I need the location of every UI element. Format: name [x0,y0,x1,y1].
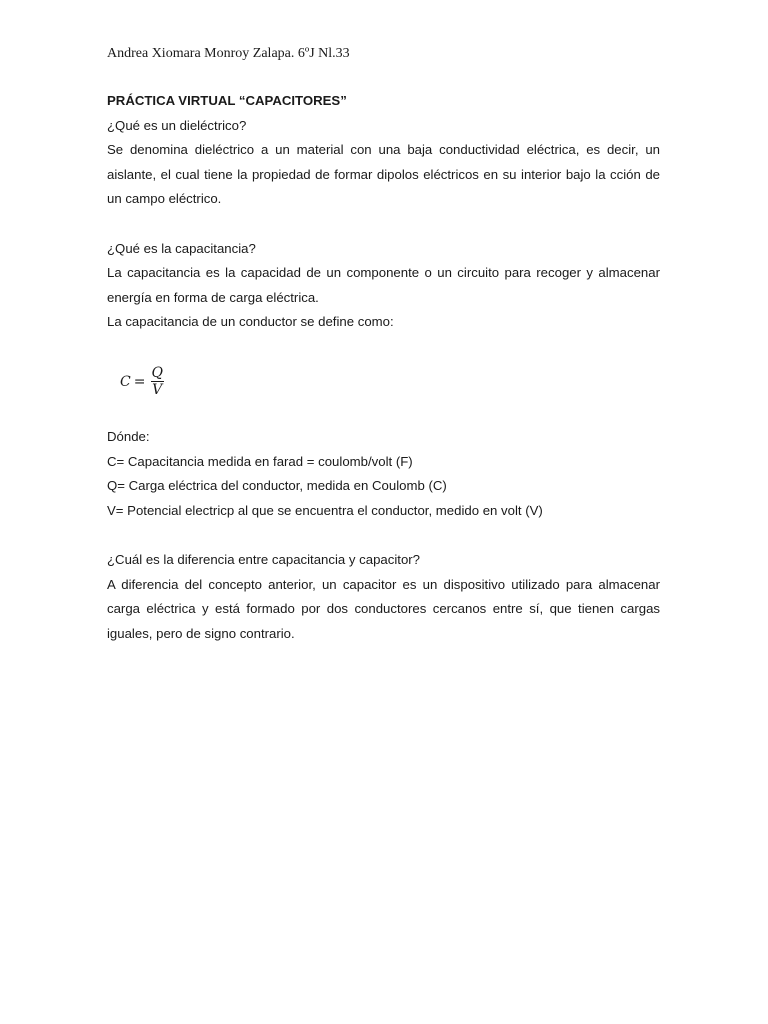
answer-difference: A diferencia del concepto anterior, un capacitor es un dispositivo utilizado para almacenar carga eléctrica y está formado por dos conductores cercanos entre sí, que tienen cargas iguales, pero de signo contrario. [107,576,660,641]
formula-equals: = [133,373,146,390]
definition-item: C= Capacitancia medida en farad = coulomb/volt (F) [107,453,413,469]
paragraph-gap [107,523,660,548]
answer-dielectric: Se denomina dieléctrico a un material con una baja conductividad eléctrica, es decir, un aislante, el cual tiene la propiedad de formar dipolos eléctricos en su interior bajo la cción de un campo eléctrico. [107,142,660,207]
definition-item: Q= Carga eléctrica del conductor, medida en Coulomb (C) [107,478,447,494]
definitions-heading: Dónde: [107,428,150,444]
document-body [107,89,660,646]
formula-numerator: Q [151,364,163,381]
formula-fraction [150,366,163,398]
formula-block [107,335,660,425]
formula-lhs: C [120,373,131,390]
question-dielectric: ¿Qué es un dieléctrico? [107,117,247,133]
author-line: Andrea Xiomara Monroy Zalapa. 6ºJ Nl.33 [107,46,350,61]
definition-item: V= Potencial electricp al que se encuentra el conductor, medido en volt (V) [107,502,543,518]
formula-denominator: V [152,381,163,398]
capacitance-formula [120,366,164,398]
paragraph-gap [107,212,660,237]
answer-capacitance: La capacitancia es la capacidad de un componente o un circuito para recoger y almacenar energía en forma de carga eléctrica. [107,265,660,305]
question-capacitance: ¿Qué es la capacitancia? [107,240,256,256]
formula-intro: La capacitancia de un conductor se define como: [107,314,394,330]
document-title: PRÁCTICA VIRTUAL “CAPACITORES” [107,93,347,108]
question-difference: ¿Cuál es la diferencia entre capacitancia y capacitor? [107,551,421,567]
